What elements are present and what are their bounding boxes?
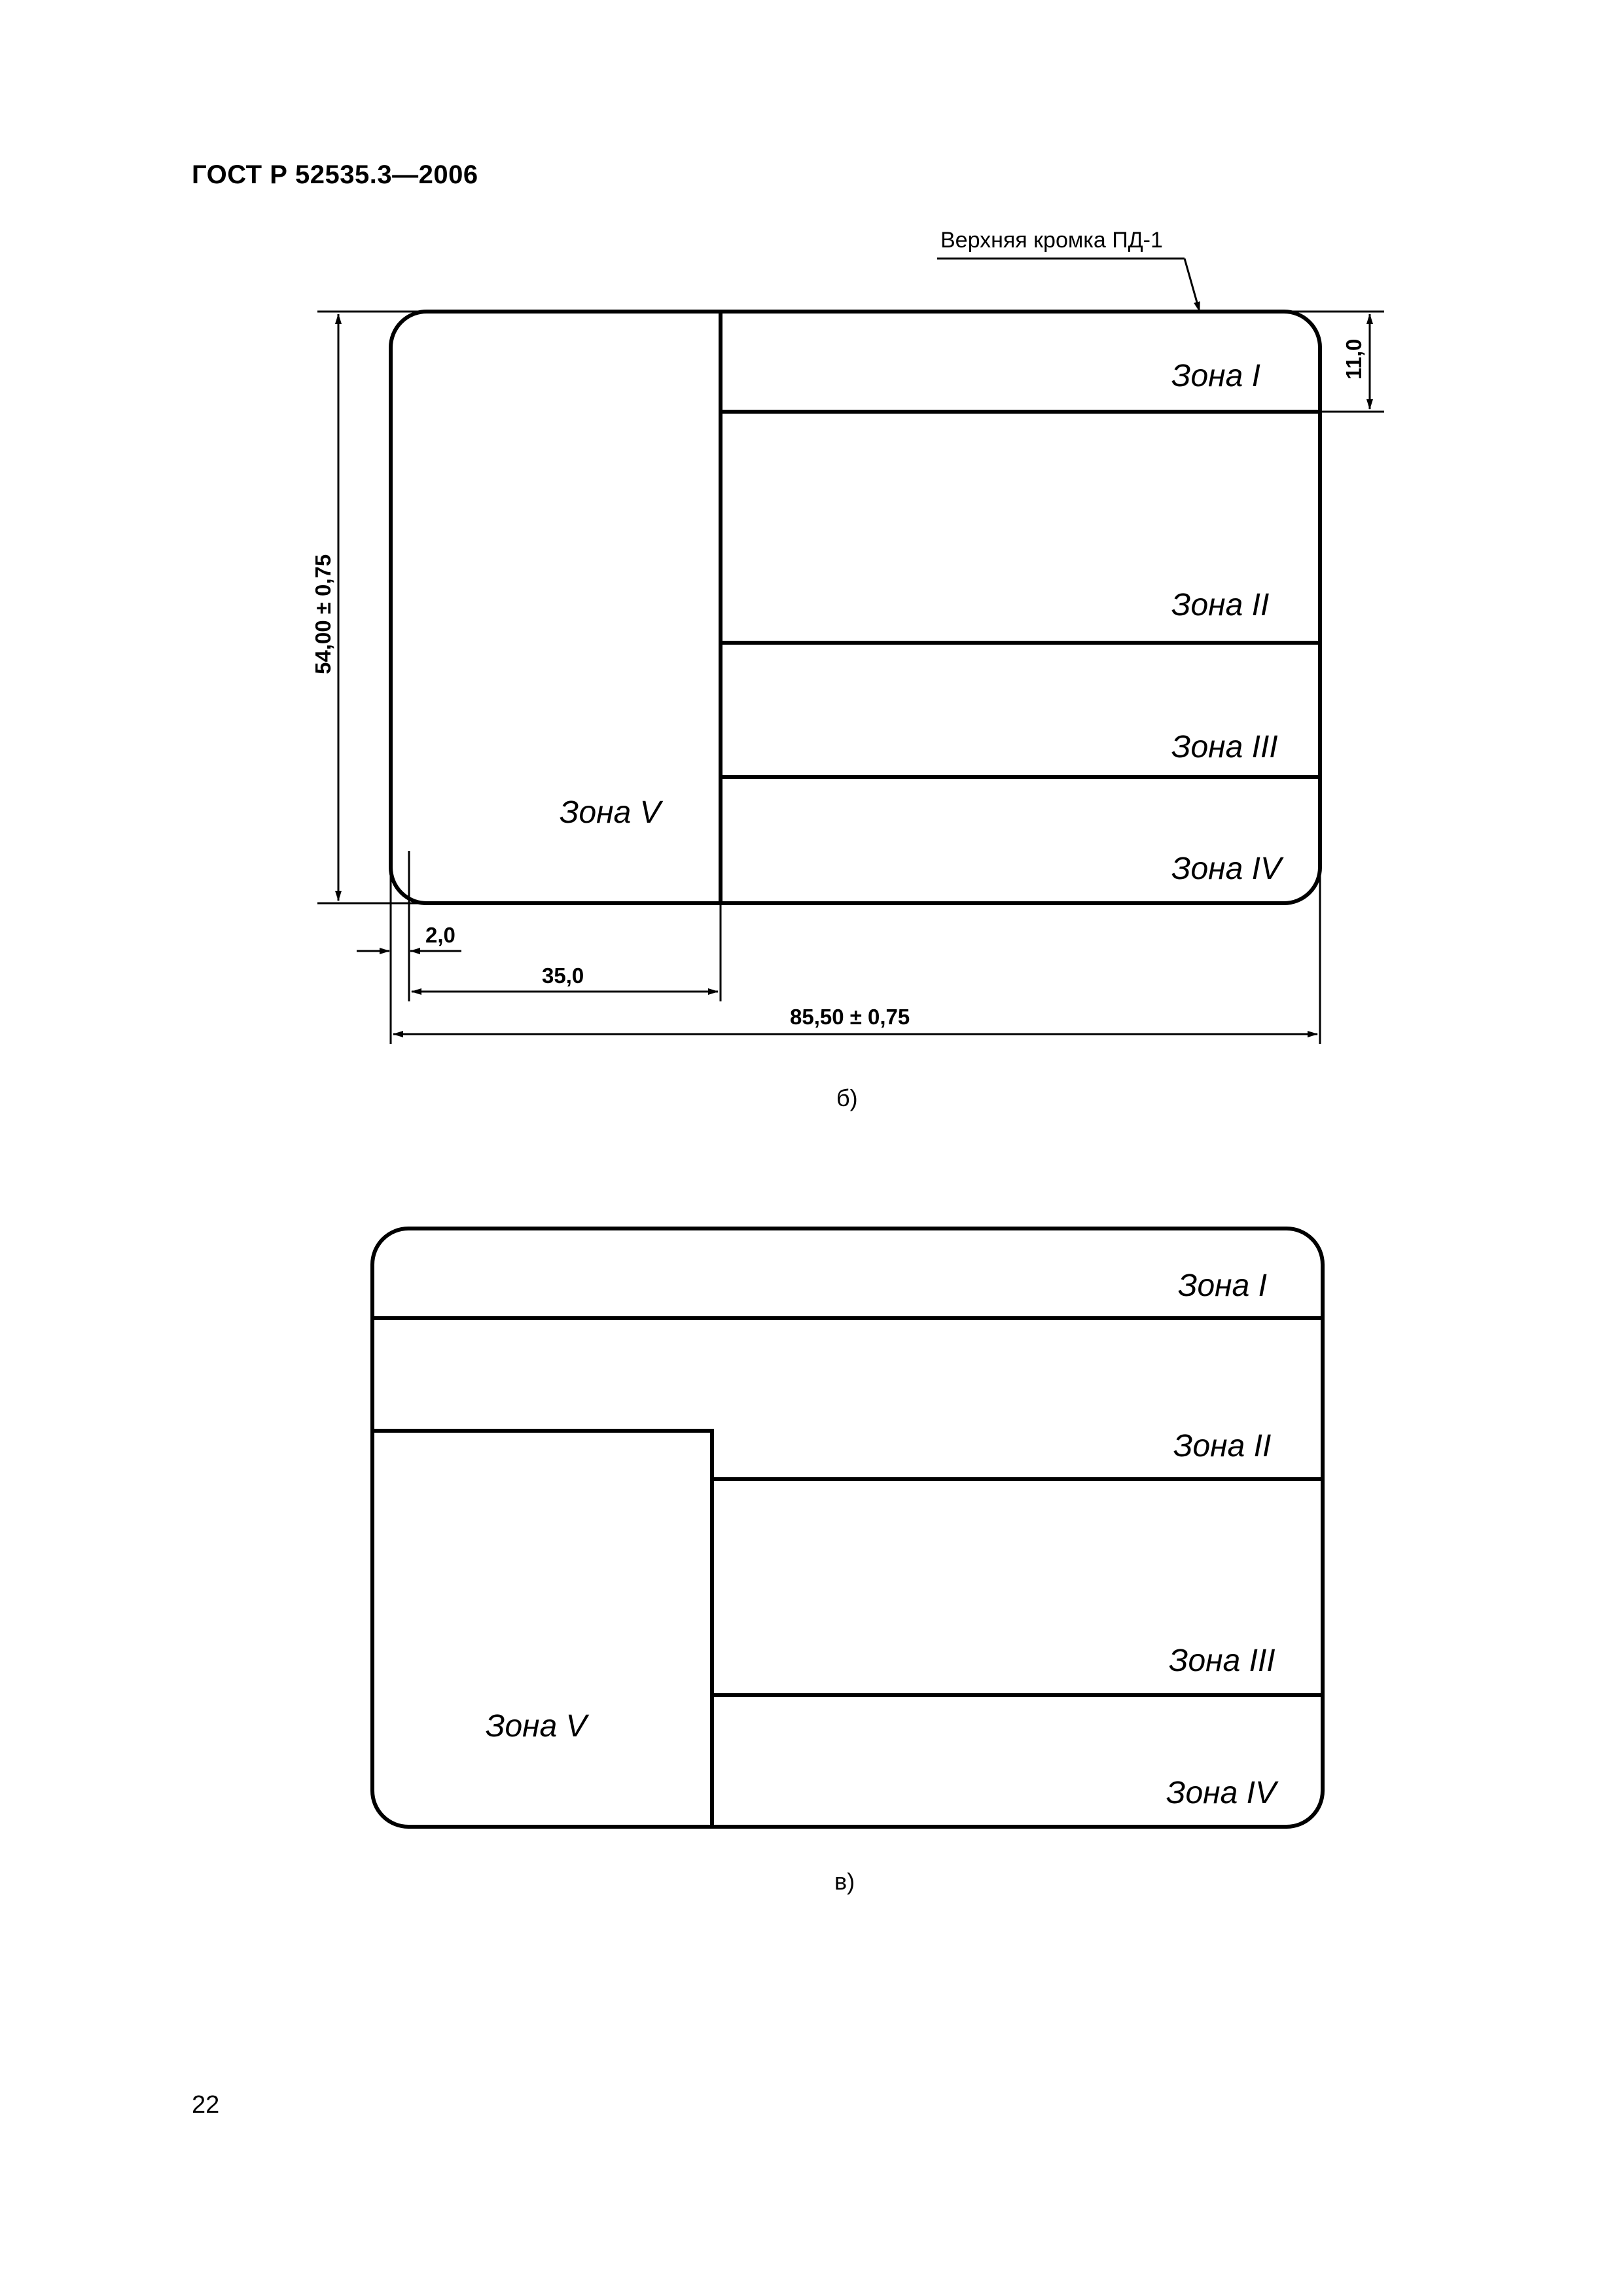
top-edge-callout: Верхняя кромка ПД-1 [940, 228, 1163, 253]
zone-3-label-b: Зона III [1171, 730, 1278, 764]
zone-5-label-b: Зона V [560, 795, 661, 830]
zone-3-label-v: Зона III [1169, 1643, 1275, 1678]
zone5-dim-label: 35,0 [542, 963, 584, 988]
zone-v-boundary-v [372, 1431, 712, 1827]
zone-2-label-b: Зона II [1171, 588, 1270, 622]
document-header: ГОСТ Р 52535.3—2006 [192, 160, 478, 189]
figure-v-caption: в) [834, 1868, 855, 1895]
zone1-dim-label: 11,0 [1342, 338, 1366, 380]
page-number: 22 [192, 2091, 220, 2119]
zone-1-label-v: Зона I [1178, 1268, 1267, 1303]
offset-dim-label: 2,0 [425, 923, 455, 947]
zone-1-label-b: Зона I [1171, 359, 1260, 393]
zone-4-label-v: Зона IV [1166, 1776, 1276, 1810]
callout-leader [1185, 259, 1200, 312]
width-dim-label: 85,50 ± 0,75 [790, 1005, 910, 1029]
figure-b [311, 228, 1384, 1111]
height-dim-label: 54,00 ± 0,75 [311, 554, 335, 674]
figure-b-caption: б) [836, 1085, 858, 1111]
zone-4-label-b: Зона IV [1171, 852, 1281, 886]
zone-5-label-v: Зона V [486, 1709, 587, 1744]
figure-v [372, 1229, 1323, 1895]
zone-2-label-v: Зона II [1173, 1429, 1272, 1463]
